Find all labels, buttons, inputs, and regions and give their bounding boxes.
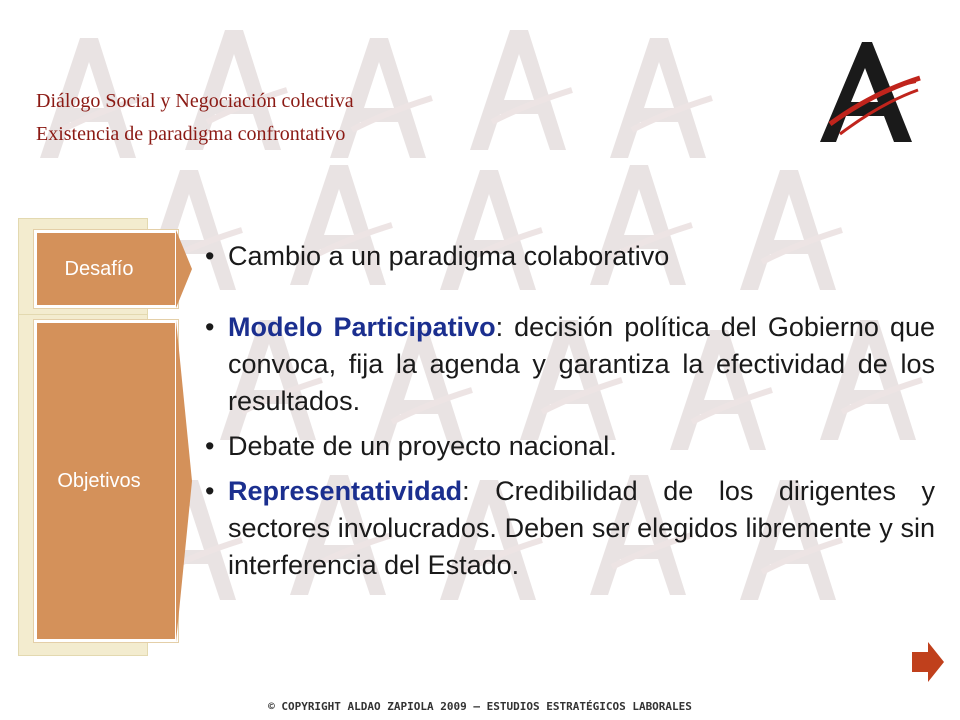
- challenge-pointer: [176, 230, 194, 308]
- right-arrow-icon[interactable]: [910, 640, 946, 684]
- objectives-label: Objetivos: [57, 469, 141, 492]
- subtitle-line-2: Existencia de paradigma confrontativo: [36, 123, 346, 145]
- bullet-text: : Credibilidad de los dirigentes y sectores involucrados. Deben ser elegidos libremente y sin interferencia del Estado.: [228, 476, 935, 580]
- bullet-text: Cambio a un paradigma colaborativo: [228, 241, 670, 271]
- copyright-footer: © COPYRIGHT ALDAO ZAPIOLA 2009 – ESTUDIOS ESTRATÉGICOS LABORALES: [268, 700, 692, 713]
- challenge-label-box: [34, 230, 178, 308]
- bullet-text: : decisión política del Gobierno que convoca, fija la agenda y garantiza la efectividad de los resultados.: [228, 312, 935, 416]
- bullet-item: [205, 428, 935, 465]
- bullet-item: [205, 309, 935, 420]
- bullet-item: [205, 238, 935, 275]
- bullet-term: Representatividad: [228, 476, 463, 506]
- letter-a-logo: [812, 38, 924, 148]
- objectives-pointer: [176, 320, 194, 642]
- bullet-list: [205, 238, 935, 584]
- challenge-label: Desafío: [64, 257, 134, 280]
- bullet-item: [205, 473, 935, 584]
- bullet-text: Debate de un proyecto nacional.: [228, 431, 617, 461]
- subtitle-line-1: Diálogo Social y Negociación colectiva: [36, 90, 354, 112]
- bullet-term: Modelo Participativo: [228, 312, 496, 342]
- objectives-label-box: [34, 320, 178, 642]
